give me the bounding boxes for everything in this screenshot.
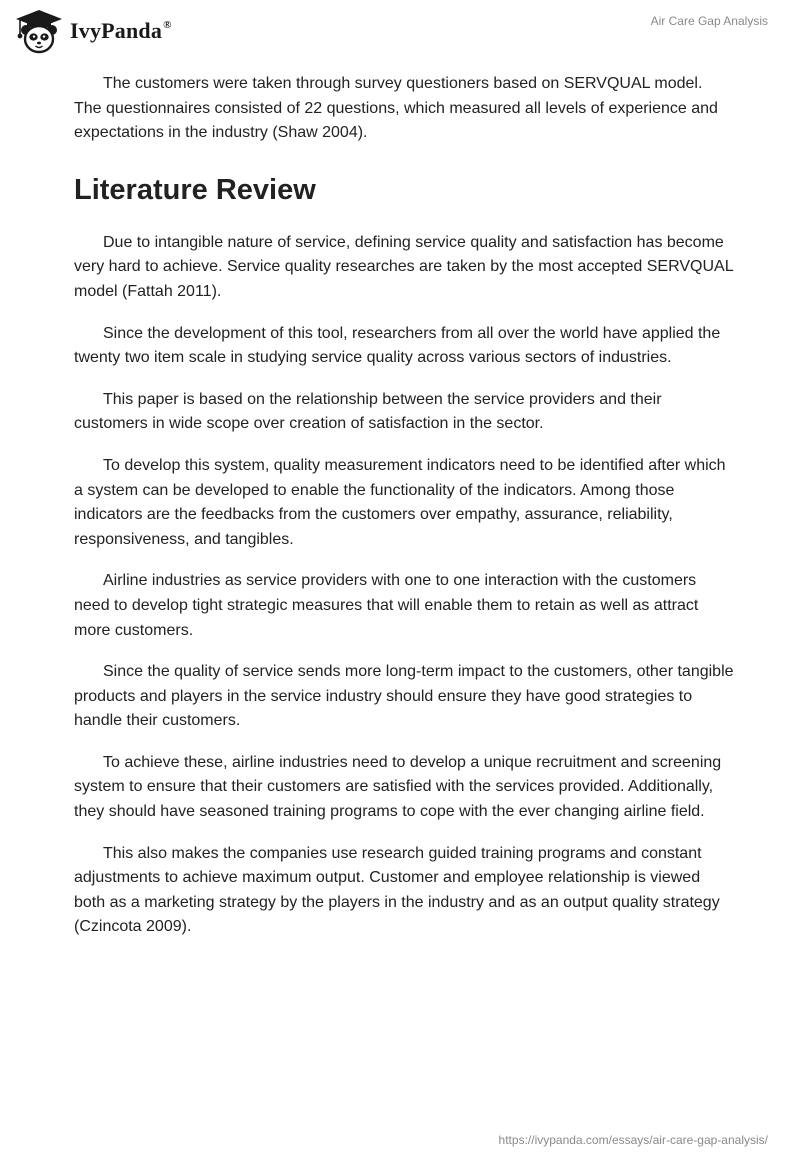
intro-paragraph: The customers were taken through survey questioners based on SERVQUAL model. The questionnaires consisted of 22 questions, which measured all levels of experience and expectations in the industry (Shaw 2004). <box>74 75 718 142</box>
paragraph: To achieve these, airline industries need to develop a unique recruitment and screening system to ensure that their customers are satisfied with the services provided. Additionally, they should have seasoned training programs to cope with the ever changing airline field. <box>74 753 722 821</box>
paragraph: Since the development of this tool, researchers from all over the world have applied the twenty two item scale in studying service quality across various sectors of industries. <box>74 324 721 367</box>
paragraph: This paper is based on the relationship between the service providers and their customers in wide scope over creation of satisfaction in the sector. <box>74 390 662 433</box>
paragraph: Airline industries as service providers with one to one interaction with the customers need to develop tight strategic measures that will enable them to retain as well as attract more customers. <box>74 572 699 639</box>
page-header <box>0 0 800 64</box>
essay-content <box>74 72 734 957</box>
source-url[interactable]: https://ivypanda.com/essays/air-care-gap-analysis/ <box>498 1133 768 1147</box>
paragraph: Due to intangible nature of service, defining service quality and satisfaction has become very hard to achieve. Service quality researches are taken by the most accepted SERVQUAL model (Fattah 2011). <box>74 233 733 300</box>
document-title: Air Care Gap Analysis <box>650 14 768 28</box>
paragraph: This also makes the companies use research guided training programs and constant adjustments to achieve maximum output. Customer and employee relationship is viewed both as a marketing strategy by the players in the industry and as an output quality strategy (Czincota 2009). <box>74 844 720 936</box>
section-heading: Literature Review <box>74 173 316 206</box>
ivypanda-logo[interactable] <box>14 8 172 54</box>
brand-name: IvyPanda® <box>70 18 172 43</box>
panda-graduate-icon <box>14 8 64 54</box>
paragraph: Since the quality of service sends more long-term impact to the customers, other tangible products and players in the service industry should ensure they have good strategies to handle their customers. <box>74 663 734 730</box>
paragraph: To develop this system, quality measurement indicators need to be identified after which a system can be developed to enable the functionality of the indicators. Among those indicators are the feedbacks from the customers over empathy, assurance, reliability, responsiveness, and tangibles. <box>74 456 726 548</box>
